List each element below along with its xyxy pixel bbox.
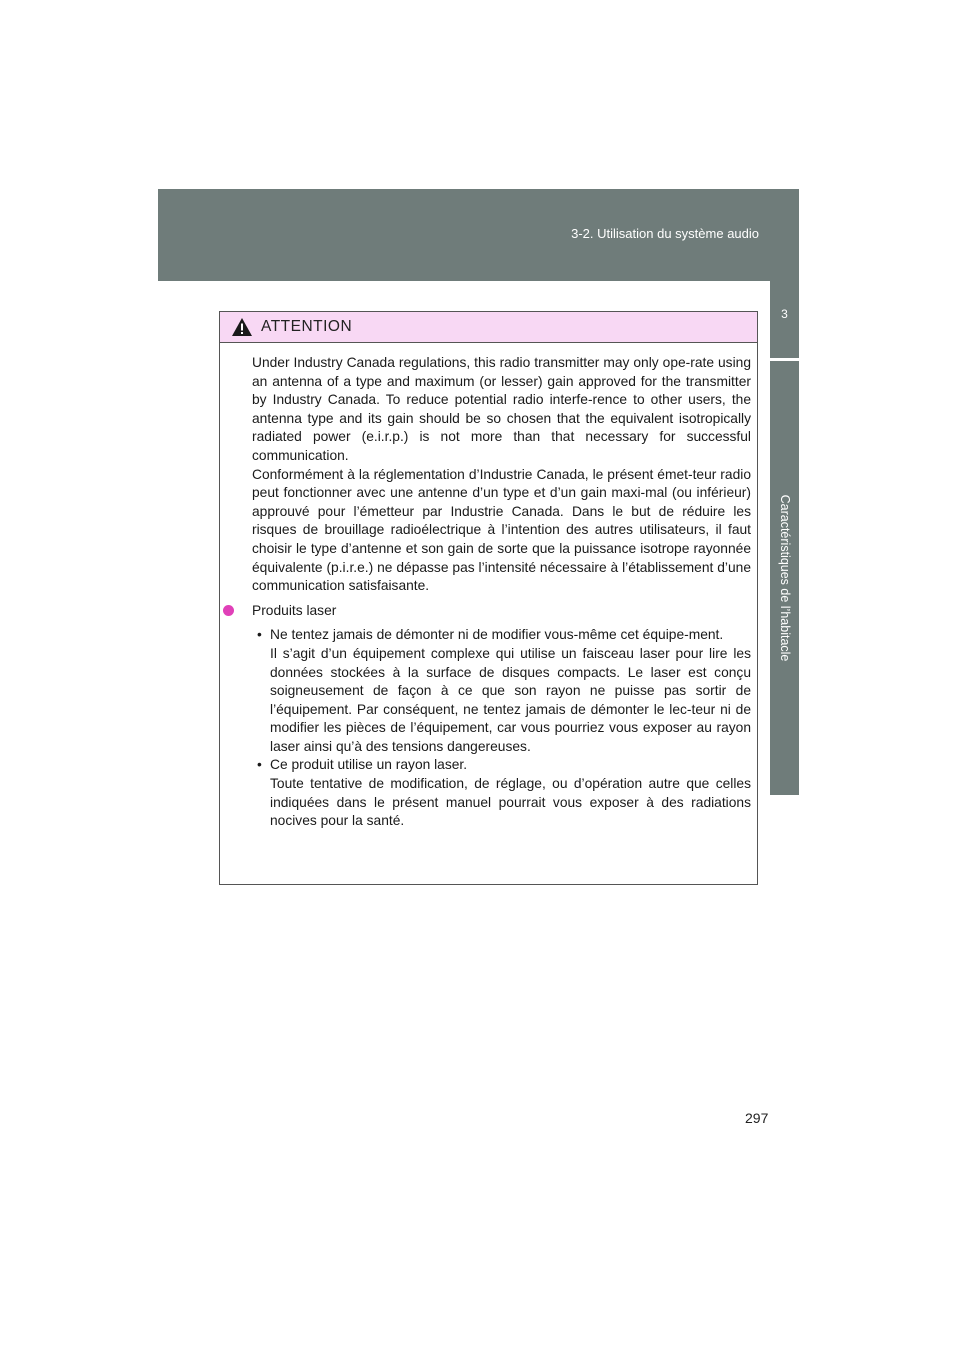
laser-item-list (252, 626, 751, 831)
list-item (252, 626, 751, 756)
chapter-number-tab (770, 281, 799, 358)
section-header (158, 189, 799, 281)
paragraph-english: Under Industry Canada regulations, this radio transmitter may only ope-rate using an antenna of a type and maximum (or lesser) gain approved for the transmitter by Industry Canada. To reduce potential radio interfe-rence to other users, the antenna type and its gain should be so chosen that the equivalent isotropically radiated power (e.i.r.p.) is not more than that necessary for successful communication. (252, 355, 751, 463)
warning-content (252, 354, 751, 831)
warning-triangle-icon (231, 317, 253, 337)
list-item-lead: Ce produit utilise un rayon laser. (270, 757, 468, 773)
list-item-detail: Toute tentative de modification, de réglage, ou d’opération autre que celles indiquées dans le présent manuel pourrait vous exposer à des radiations nocives pour la santé. (270, 776, 751, 829)
list-marker: • (257, 627, 262, 643)
page-number: 297 (745, 1110, 769, 1126)
list-item-lead: Ne tentez jamais de démonter ni de modifier vous-même cet équipe-ment. (270, 627, 724, 643)
list-marker: • (257, 757, 262, 773)
warning-box (219, 311, 758, 885)
bullet-title: Produits laser (252, 602, 337, 618)
chapter-tab (770, 361, 799, 795)
bullet-laser-products (252, 602, 751, 621)
list-item-detail: Il s’agit d’un équipement complexe qui utilise un faisceau laser pour lire les données stockées à la surface de disques compacts. Le laser est conçu soigneusement de façon à ce que son rayon ne puisse pas sortir de l’équipement. Par conséquent, ne tentez jamais de démonter le lec-teur ni de modifier les pièces de l’équipement, car vous pourriez vous exposer au rayon laser ainsi qu’à des tensions dangereuses. (270, 645, 751, 754)
paragraph-french: Conformément à la réglementation d’Industrie Canada, le présent émet-teur radio peut fonctionner avec une antenne d’un type et d’un gain maxi-mal (ou inférieur) approuvé pour l’émetteur par Industrie Canada. Dans le but de réduire les risques de brouillage radioélectrique à l’intention des autres utilisateurs, il faut choisir le type d’antenne et son gain de sorte que la puissance isotrope rayonnée équivalente (p.i.r.e.) ne dépasse pas l’intensité nécessaire à l’établissement d’une communication satisfaisante. (252, 466, 751, 594)
warning-title: ATTENTION (261, 318, 353, 335)
warning-header (220, 312, 757, 343)
chapter-number: 3 (781, 307, 788, 321)
chapter-label: Caractéristiques de l’habitacle (777, 494, 792, 662)
section-title: 3-2. Utilisation du système audio (571, 226, 759, 241)
bullet-dot-icon (223, 605, 234, 616)
list-item (252, 756, 751, 830)
